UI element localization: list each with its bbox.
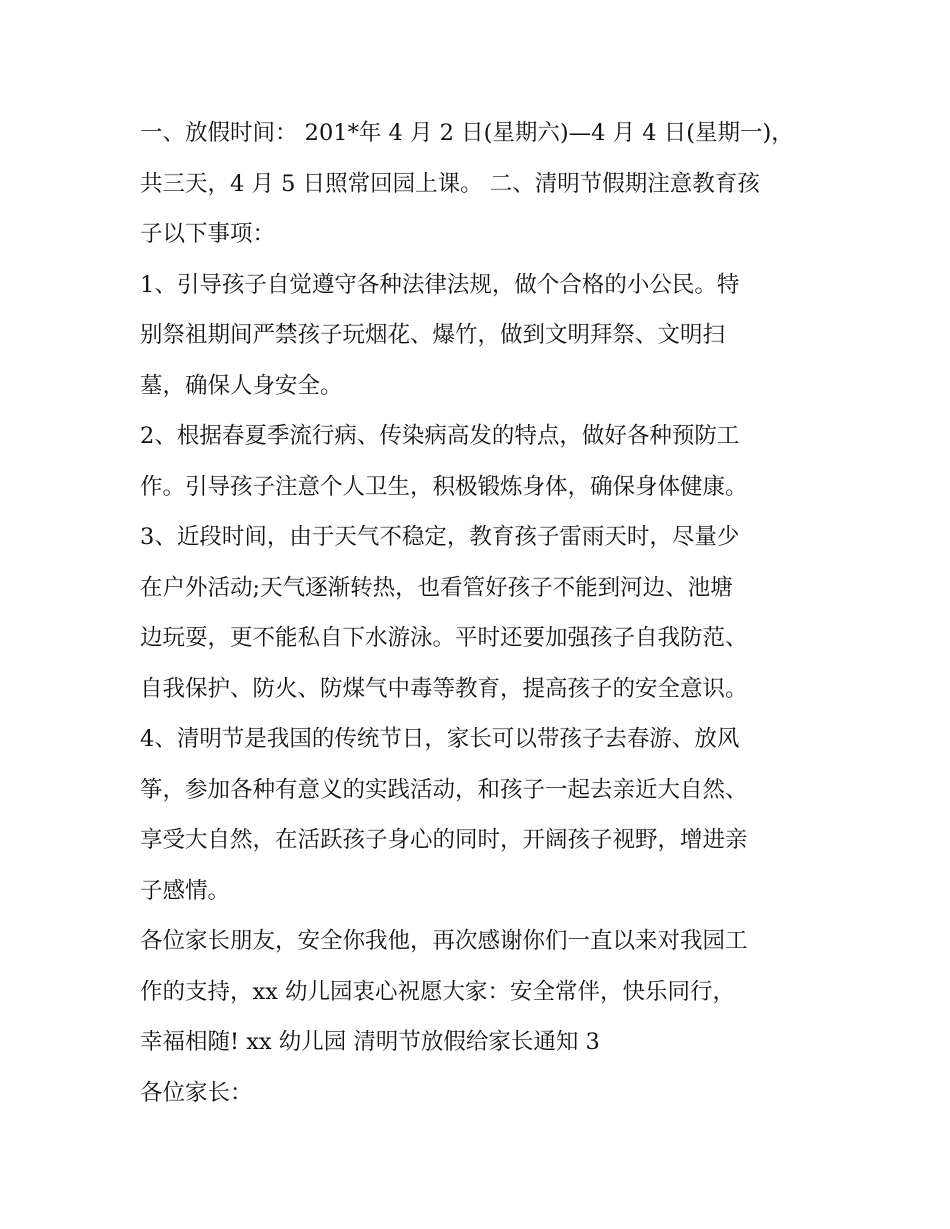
text-line: 各位家长朋友，安全你我他，再次感谢你们一直以来对我园工 (140, 928, 748, 954)
text-line: 一、放假时间： 201*年 4 月 2 日(星期六)—4 月 4 日(星期一)， (140, 120, 794, 146)
text-line: 墓，确保人身安全。 (140, 372, 343, 399)
text-line: 别祭祖期间严禁孩子玩烟花、爆竹，做到文明拜祭、文明扫 (140, 322, 726, 348)
text-line: 作的支持，xx 幼儿园衷心祝愿大家：安全常伴，快乐同行， (140, 978, 736, 1005)
text-line: 子以下事项： (140, 221, 276, 247)
text-line: 筝，参加各种有意义的实践活动，和孩子一起去亲近大自然、 (140, 776, 748, 803)
text-line: 1、引导孩子自觉遵守各种法律法规，做个合格的小公民。特 (140, 271, 740, 298)
text-line: 作。引导孩子注意个人卫生，积极锻炼身体，确保身体健康。 (140, 473, 748, 500)
text-line: 2、根据春夏季流行病、传染病高发的特点，做好各种预防工 (140, 423, 740, 449)
text-line: 自我保护、防火、防煤气中毒等教育，提高孩子的安全意识。 (140, 675, 748, 702)
text-line: 在户外活动;天气逐渐转热，也看管好孩子不能到河边、池塘 (140, 574, 733, 601)
text-line: 各位家长： (140, 1079, 253, 1106)
text-line: 子感情。 (140, 877, 231, 904)
text-line: 边玩耍，更不能私自下水游泳。平时还要加强孩子自我防范、 (140, 625, 748, 651)
text-line: 共三天，4 月 5 日照常回园上课。 二、清明节假期注意教育孩 (140, 170, 760, 197)
text-line: 3、近段时间，由于天气不稳定，教育孩子雷雨天时，尽量少 (140, 524, 740, 550)
text-line: 幸福相随! xx 幼儿园 清明节放假给家长通知 3 (140, 1029, 600, 1055)
text-line: 享受大自然，在活跃孩子身心的同时，开阔孩子视野，增进亲 (140, 827, 748, 853)
text-line: 4、清明节是我国的传统节日，家长可以带孩子去春游、放风 (140, 726, 740, 752)
document-body (140, 108, 820, 1118)
